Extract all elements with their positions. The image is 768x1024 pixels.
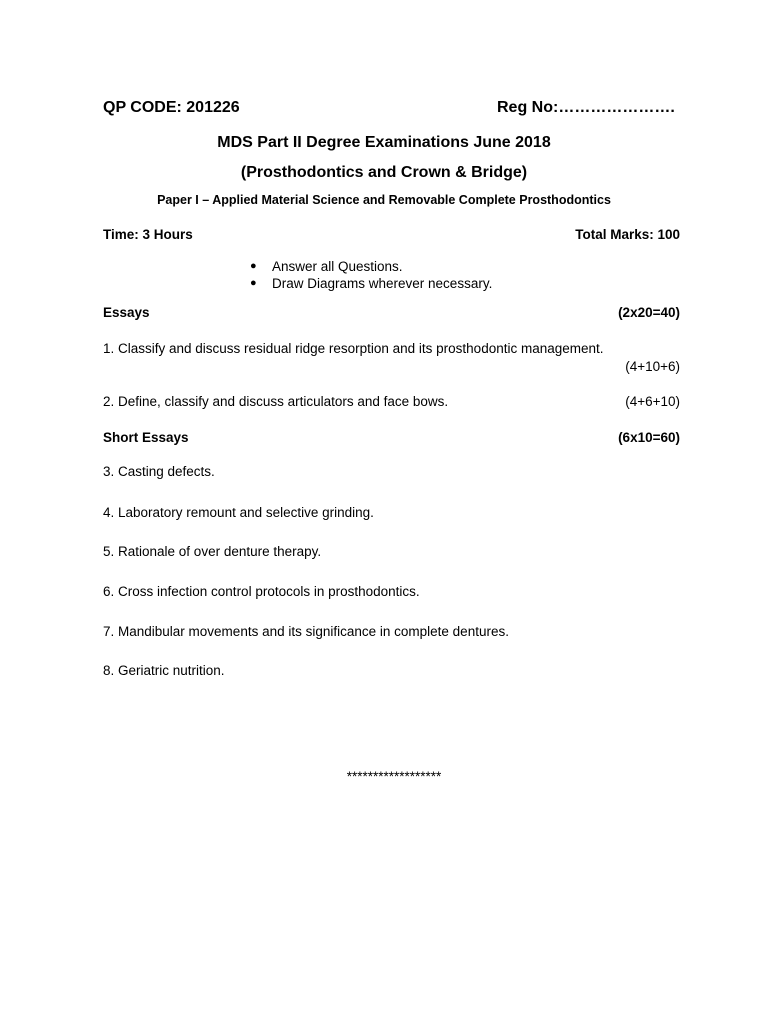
short-essay-question: 8. Geriatric nutrition.	[103, 663, 225, 678]
essays-heading: Essays	[103, 305, 150, 320]
short-essays-heading: Short Essays	[103, 430, 189, 445]
time-label: Time: 3 Hours	[103, 227, 193, 242]
bullet-icon: ●	[250, 260, 257, 272]
instruction-text: Answer all Questions.	[272, 259, 403, 274]
qp-code: QP CODE: 201226	[103, 99, 240, 116]
instruction-item	[250, 275, 492, 292]
instruction-text: Draw Diagrams wherever necessary.	[272, 276, 493, 291]
essay-question-1-marks: (4+10+6)	[625, 359, 680, 374]
subject-title: (Prosthodontics and Crown & Bridge)	[240, 164, 528, 181]
total-marks: Total Marks: 100	[575, 227, 680, 242]
essay-question-2-marks: (4+6+10)	[625, 394, 680, 409]
instruction-item	[250, 258, 492, 275]
short-essay-question: 4. Laboratory remount and selective grinding.	[103, 505, 374, 520]
essay-question-2: 2. Define, classify and discuss articulators and face bows.	[103, 394, 449, 409]
short-essay-question: 7. Mandibular movements and its significance in complete dentures.	[103, 624, 509, 639]
short-essays-marks: (6x10=60)	[618, 430, 680, 445]
short-essay-question: 3. Casting defects.	[103, 464, 215, 479]
short-essay-question: 5. Rationale of over denture therapy.	[103, 544, 322, 559]
end-stars: ******************	[346, 769, 442, 784]
bullet-icon: ●	[250, 277, 257, 289]
instructions-list	[250, 258, 492, 292]
paper-title: Paper I – Applied Material Science and Removable Complete Prosthodontics	[157, 193, 611, 207]
short-essay-question: 6. Cross infection control protocols in prosthodontics.	[103, 584, 420, 599]
reg-no: Reg No:………………….	[497, 99, 675, 116]
essay-question-1: 1. Classify and discuss residual ridge resorption and its prosthodontic management.	[103, 341, 604, 356]
exam-title: MDS Part II Degree Examinations June 2018	[217, 134, 551, 151]
essays-marks: (2x20=40)	[618, 305, 680, 320]
